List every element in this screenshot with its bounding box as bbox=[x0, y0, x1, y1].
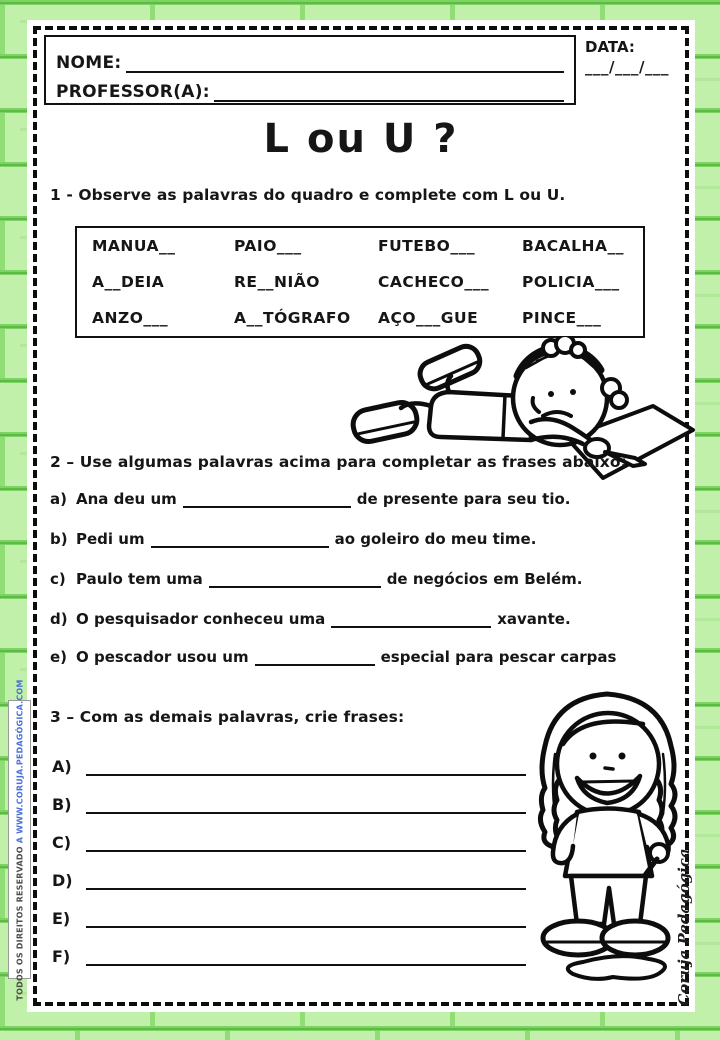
copyright-link-text: A WWW.CORUJA.PEDAGÓGICA.COM bbox=[15, 678, 24, 843]
word-cell[interactable]: AÇO___GUE bbox=[378, 309, 479, 327]
sentence-before: O pescador usou um bbox=[76, 648, 249, 666]
copyright-dark-text: TODOS OS DIREITOS RESERVADO bbox=[15, 842, 24, 1001]
sentence-before: Paulo tem uma bbox=[76, 570, 203, 588]
sentence-blank[interactable] bbox=[255, 650, 375, 666]
word-cell[interactable]: RE__NIÃO bbox=[234, 273, 320, 291]
word-box bbox=[75, 226, 645, 338]
sentence-before: Ana deu um bbox=[76, 490, 177, 508]
answer-line-label: D) bbox=[52, 871, 73, 890]
word-cell[interactable]: FUTEBO___ bbox=[378, 237, 476, 255]
word-cell[interactable]: PAIO___ bbox=[234, 237, 302, 255]
professor-row bbox=[56, 73, 564, 102]
sentence-blank[interactable] bbox=[183, 492, 351, 508]
answer-line bbox=[52, 947, 552, 966]
sentence-blank[interactable] bbox=[331, 612, 491, 628]
sentence-before: Pedi um bbox=[76, 530, 145, 548]
sentence-after: de negócios em Belém. bbox=[386, 570, 583, 588]
exercise1-instruction: 1 - Observe as palavras do quadro e complete com L ou U. bbox=[50, 186, 566, 204]
answer-line-rule[interactable] bbox=[86, 872, 526, 890]
professor-label: PROFESSOR(A): bbox=[56, 82, 210, 102]
answer-line-rule[interactable] bbox=[86, 834, 526, 852]
word-cell[interactable]: CACHECO___ bbox=[378, 273, 490, 291]
answer-line bbox=[52, 871, 552, 890]
answer-line-label: F) bbox=[52, 947, 71, 966]
sentence-after: ao goleiro do meu time. bbox=[334, 530, 537, 548]
exercise2-instruction: 2 – Use algumas palavras acima para completar as frases abaixo: bbox=[50, 453, 627, 471]
sentence-item bbox=[50, 490, 680, 508]
answer-line-rule[interactable] bbox=[86, 796, 526, 814]
worksheet-page bbox=[27, 20, 695, 1012]
student-info-box bbox=[44, 35, 576, 105]
answer-line-label: C) bbox=[52, 833, 72, 852]
answer-line bbox=[52, 795, 552, 814]
word-cell[interactable]: POLICIA___ bbox=[522, 273, 620, 291]
sentence-item bbox=[50, 570, 680, 588]
sentence-item bbox=[50, 648, 680, 666]
name-input-line[interactable] bbox=[126, 51, 564, 73]
word-cell[interactable]: A__DEIA bbox=[92, 273, 165, 291]
answer-line-label: A) bbox=[52, 757, 72, 776]
name-row bbox=[56, 44, 564, 73]
professor-input-line[interactable] bbox=[214, 80, 564, 102]
brand-script-wrap bbox=[673, 832, 695, 1022]
sentence-before: O pesquisador conheceu uma bbox=[76, 610, 326, 628]
sentence-label: b) bbox=[50, 530, 68, 548]
answer-line-label: B) bbox=[52, 795, 72, 814]
word-cell[interactable]: PINCE___ bbox=[522, 309, 602, 327]
date-input-line[interactable]: ___/___/___ bbox=[585, 58, 669, 76]
answer-line-rule[interactable] bbox=[86, 758, 526, 776]
sentence-item bbox=[50, 610, 680, 628]
sentence-label: a) bbox=[50, 490, 67, 508]
brand-script-text: Coruja Pedagógica bbox=[675, 848, 693, 1006]
sentence-label: d) bbox=[50, 610, 68, 628]
word-cell[interactable]: MANUA__ bbox=[92, 237, 176, 255]
name-label: NOME: bbox=[56, 53, 122, 73]
sentence-label: c) bbox=[50, 570, 66, 588]
answer-line-rule[interactable] bbox=[86, 910, 526, 928]
answer-line bbox=[52, 757, 552, 776]
word-cell[interactable]: ANZO___ bbox=[92, 309, 169, 327]
copyright-text bbox=[15, 679, 24, 1000]
page-title: L ou U ? bbox=[263, 116, 459, 162]
exercise3-instruction: 3 – Com as demais palavras, crie frases: bbox=[50, 708, 405, 726]
sentence-after: de presente para seu tio. bbox=[356, 490, 571, 508]
sentence-after: especial para pescar carpas bbox=[380, 648, 617, 666]
date-block bbox=[585, 38, 685, 76]
copyright-strip bbox=[8, 678, 31, 1001]
answer-line bbox=[52, 833, 552, 852]
answer-line bbox=[52, 909, 552, 928]
girl-painting-illustration bbox=[521, 684, 695, 996]
answer-line-label: E) bbox=[52, 909, 71, 928]
sentence-after: xavante. bbox=[497, 610, 571, 628]
sentence-blank[interactable] bbox=[151, 532, 329, 548]
sentence-item bbox=[50, 530, 680, 548]
answer-line-rule[interactable] bbox=[86, 948, 526, 966]
word-cell[interactable]: BACALHA__ bbox=[522, 237, 625, 255]
sentence-label: e) bbox=[50, 648, 68, 666]
sentence-blank[interactable] bbox=[209, 572, 381, 588]
word-cell[interactable]: A__TÓGRAFO bbox=[234, 309, 351, 327]
date-label: DATA: bbox=[585, 38, 635, 56]
